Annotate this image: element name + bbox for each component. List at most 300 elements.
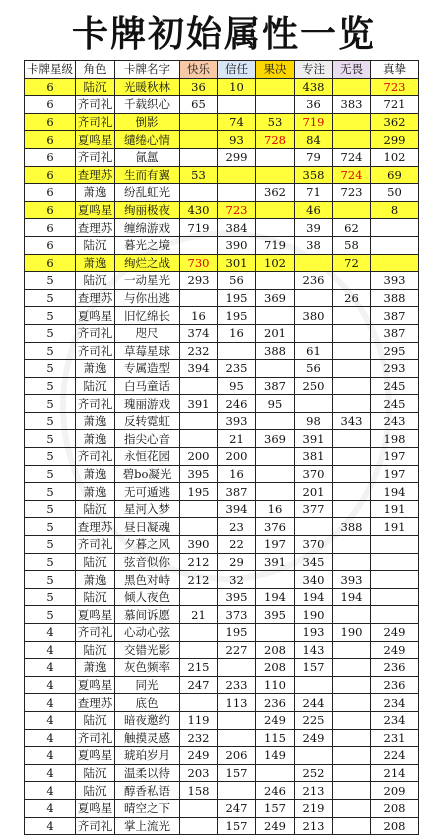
cell-decisiveness — [256, 166, 295, 184]
cell-fearless — [333, 201, 371, 219]
cell-happiness: 215 — [180, 659, 218, 677]
cell-decisiveness — [256, 571, 295, 589]
card-attribute-table — [24, 60, 419, 835]
cell-focus: 381 — [295, 448, 333, 466]
cell-card-name: 绚丽极夜 — [115, 201, 180, 219]
cell-decisiveness: 149 — [256, 747, 295, 765]
cell-focus: 213 — [295, 817, 333, 835]
cell-role: 萧逸 — [76, 184, 115, 202]
cell-trust: 384 — [218, 219, 256, 237]
cell-card-name: 与你出逃 — [115, 289, 180, 307]
cell-star: 6 — [25, 78, 76, 96]
cell-fearless — [333, 747, 371, 765]
cell-focus: 190 — [295, 606, 333, 624]
cell-star: 5 — [25, 536, 76, 554]
cell-fearless — [333, 131, 371, 149]
table-row — [25, 747, 419, 765]
cell-happiness — [180, 817, 218, 835]
cell-trust: 246 — [218, 395, 256, 413]
cell-happiness: 212 — [180, 553, 218, 571]
table-row — [25, 324, 419, 342]
cell-role: 陆沉 — [76, 272, 115, 290]
cell-role: 陆沉 — [76, 764, 115, 782]
cell-trust: 157 — [218, 764, 256, 782]
cell-star: 6 — [25, 201, 76, 219]
cell-role: 齐司礼 — [76, 536, 115, 554]
cell-card-name: 永恒花园 — [115, 448, 180, 466]
cell-star: 4 — [25, 729, 76, 747]
header-happiness: 快乐 — [180, 61, 218, 79]
cell-role: 齐司礼 — [76, 624, 115, 642]
table-row — [25, 166, 419, 184]
cell-card-name: 晴空之下 — [115, 799, 180, 817]
cell-focus: 157 — [295, 659, 333, 677]
cell-role: 陆沉 — [76, 236, 115, 254]
cell-trust: 16 — [218, 465, 256, 483]
cell-sincerity: 393 — [371, 272, 419, 290]
cell-fearless: 194 — [333, 588, 371, 606]
cell-decisiveness: 157 — [256, 799, 295, 817]
cell-role: 萧逸 — [76, 465, 115, 483]
table-row — [25, 360, 419, 378]
cell-trust: 195 — [218, 289, 256, 307]
table-row — [25, 272, 419, 290]
cell-fearless — [333, 500, 371, 518]
cell-card-name: 千载织心 — [115, 96, 180, 114]
cell-star: 6 — [25, 96, 76, 114]
cell-card-name: 咫尺 — [115, 324, 180, 342]
cell-focus: 46 — [295, 201, 333, 219]
cell-star: 4 — [25, 799, 76, 817]
cell-sincerity: 293 — [371, 360, 419, 378]
cell-focus — [295, 324, 333, 342]
table-row — [25, 342, 419, 360]
cell-focus — [295, 747, 333, 765]
cell-trust: 56 — [218, 272, 256, 290]
cell-sincerity: 50 — [371, 184, 419, 202]
cell-decisiveness: 719 — [256, 236, 295, 254]
cell-sincerity: 249 — [371, 624, 419, 642]
cell-star: 5 — [25, 553, 76, 571]
cell-focus: 358 — [295, 166, 333, 184]
cell-fearless: 724 — [333, 148, 371, 166]
cell-trust: 157 — [218, 817, 256, 835]
cell-decisiveness: 728 — [256, 131, 295, 149]
cell-trust: 93 — [218, 131, 256, 149]
cell-sincerity: 69 — [371, 166, 419, 184]
cell-star: 5 — [25, 272, 76, 290]
cell-decisiveness: 95 — [256, 395, 295, 413]
cell-sincerity — [371, 219, 419, 237]
cell-star: 4 — [25, 817, 76, 835]
cell-sincerity: 214 — [371, 764, 419, 782]
cell-star: 5 — [25, 571, 76, 589]
cell-happiness: 203 — [180, 764, 218, 782]
cell-happiness: 36 — [180, 78, 218, 96]
cell-focus — [295, 254, 333, 272]
cell-happiness: 247 — [180, 676, 218, 694]
cell-card-name: 黑色对峙 — [115, 571, 180, 589]
cell-fearless — [333, 799, 371, 817]
cell-card-name: 氤氲 — [115, 148, 180, 166]
cell-happiness: 53 — [180, 166, 218, 184]
cell-role: 陆沉 — [76, 500, 115, 518]
table-row — [25, 553, 419, 571]
cell-decisiveness — [256, 412, 295, 430]
table-row — [25, 236, 419, 254]
cell-focus: 79 — [295, 148, 333, 166]
cell-sincerity: 243 — [371, 412, 419, 430]
cell-decisiveness: 395 — [256, 606, 295, 624]
cell-sincerity — [371, 588, 419, 606]
table-row — [25, 148, 419, 166]
cell-fearless — [333, 711, 371, 729]
cell-role: 萧逸 — [76, 659, 115, 677]
cell-card-name: 缱绻心情 — [115, 131, 180, 149]
cell-happiness — [180, 289, 218, 307]
cell-decisiveness: 197 — [256, 536, 295, 554]
cell-trust: 235 — [218, 360, 256, 378]
table-row — [25, 694, 419, 712]
cell-trust — [218, 782, 256, 800]
cell-sincerity: 245 — [371, 377, 419, 395]
table-row — [25, 307, 419, 325]
cell-focus: 370 — [295, 536, 333, 554]
cell-trust: 227 — [218, 641, 256, 659]
cell-decisiveness — [256, 148, 295, 166]
cell-happiness — [180, 131, 218, 149]
cell-decisiveness: 362 — [256, 184, 295, 202]
cell-fearless: 62 — [333, 219, 371, 237]
cell-decisiveness: 236 — [256, 694, 295, 712]
cell-sincerity: 197 — [371, 465, 419, 483]
table-row — [25, 78, 419, 96]
table-row — [25, 289, 419, 307]
cell-sincerity: 721 — [371, 96, 419, 114]
cell-sincerity: 295 — [371, 342, 419, 360]
cell-star: 5 — [25, 430, 76, 448]
header-star: 卡牌星级 — [25, 61, 76, 79]
table-row — [25, 96, 419, 114]
cell-happiness — [180, 588, 218, 606]
cell-sincerity: 234 — [371, 711, 419, 729]
cell-decisiveness — [256, 201, 295, 219]
cell-focus: 213 — [295, 782, 333, 800]
cell-focus: 98 — [295, 412, 333, 430]
cell-card-name: 生而有翼 — [115, 166, 180, 184]
cell-decisiveness — [256, 360, 295, 378]
cell-focus: 249 — [295, 729, 333, 747]
cell-focus: 438 — [295, 78, 333, 96]
table-row — [25, 500, 419, 518]
cell-happiness: 232 — [180, 729, 218, 747]
cell-star: 5 — [25, 307, 76, 325]
cell-trust: 195 — [218, 307, 256, 325]
cell-fearless — [333, 360, 371, 378]
cell-decisiveness: 249 — [256, 817, 295, 835]
cell-star: 4 — [25, 624, 76, 642]
cell-card-name: 反转霓虹 — [115, 412, 180, 430]
cell-role: 陆沉 — [76, 78, 115, 96]
cell-trust: 21 — [218, 430, 256, 448]
cell-star: 6 — [25, 131, 76, 149]
cell-decisiveness: 246 — [256, 782, 295, 800]
cell-happiness — [180, 500, 218, 518]
cell-happiness: 249 — [180, 747, 218, 765]
cell-card-name: 绚烂之战 — [115, 254, 180, 272]
cell-star: 5 — [25, 500, 76, 518]
cell-star: 6 — [25, 113, 76, 131]
cell-focus: 71 — [295, 184, 333, 202]
cell-card-name: 一动星光 — [115, 272, 180, 290]
cell-card-name: 触摸灵感 — [115, 729, 180, 747]
cell-star: 5 — [25, 377, 76, 395]
cell-card-name: 暮光之境 — [115, 236, 180, 254]
cell-role: 陆沉 — [76, 588, 115, 606]
cell-role: 齐司礼 — [76, 113, 115, 131]
cell-focus: 250 — [295, 377, 333, 395]
cell-happiness: 390 — [180, 536, 218, 554]
cell-star: 6 — [25, 254, 76, 272]
cell-decisiveness: 388 — [256, 342, 295, 360]
cell-fearless — [333, 448, 371, 466]
cell-decisiveness — [256, 307, 295, 325]
cell-star: 6 — [25, 236, 76, 254]
cell-fearless — [333, 78, 371, 96]
cell-star: 4 — [25, 782, 76, 800]
cell-sincerity: 362 — [371, 113, 419, 131]
table-row — [25, 465, 419, 483]
table-row — [25, 483, 419, 501]
cell-sincerity: 194 — [371, 483, 419, 501]
cell-role: 查理苏 — [76, 166, 115, 184]
cell-role: 夏鸣星 — [76, 606, 115, 624]
cell-happiness — [180, 694, 218, 712]
cell-star: 5 — [25, 412, 76, 430]
cell-role: 齐司礼 — [76, 324, 115, 342]
cell-fearless: 383 — [333, 96, 371, 114]
cell-fearless — [333, 113, 371, 131]
cell-decisiveness: 208 — [256, 641, 295, 659]
cell-fearless: 343 — [333, 412, 371, 430]
cell-happiness — [180, 236, 218, 254]
cell-trust: 299 — [218, 148, 256, 166]
cell-role: 齐司礼 — [76, 342, 115, 360]
cell-star: 6 — [25, 166, 76, 184]
cell-trust: 16 — [218, 324, 256, 342]
header-fearless: 无畏 — [333, 61, 371, 79]
cell-card-name: 旧忆绵长 — [115, 307, 180, 325]
cell-decisiveness: 249 — [256, 711, 295, 729]
cell-card-name: 瑰丽游戏 — [115, 395, 180, 413]
table-row — [25, 606, 419, 624]
cell-sincerity — [371, 571, 419, 589]
cell-fearless — [333, 553, 371, 571]
cell-decisiveness — [256, 448, 295, 466]
cell-fearless — [333, 342, 371, 360]
cell-trust — [218, 729, 256, 747]
table-row — [25, 817, 419, 835]
cell-fearless — [333, 641, 371, 659]
table-row — [25, 659, 419, 677]
cell-sincerity: 387 — [371, 307, 419, 325]
cell-fearless — [333, 483, 371, 501]
cell-happiness: 374 — [180, 324, 218, 342]
cell-role: 齐司礼 — [76, 448, 115, 466]
cell-focus: 252 — [295, 764, 333, 782]
cell-happiness: 16 — [180, 307, 218, 325]
cell-trust: 393 — [218, 412, 256, 430]
cell-happiness — [180, 430, 218, 448]
cell-trust — [218, 342, 256, 360]
table-row — [25, 412, 419, 430]
cell-focus — [295, 289, 333, 307]
cell-focus — [295, 395, 333, 413]
cell-star: 5 — [25, 324, 76, 342]
cell-star: 4 — [25, 659, 76, 677]
cell-trust — [218, 166, 256, 184]
cell-decisiveness: 115 — [256, 729, 295, 747]
cell-happiness: 430 — [180, 201, 218, 219]
cell-happiness: 119 — [180, 711, 218, 729]
cell-decisiveness — [256, 96, 295, 114]
cell-focus: 380 — [295, 307, 333, 325]
cell-card-name: 掌上流光 — [115, 817, 180, 835]
cell-decisiveness — [256, 624, 295, 642]
cell-role: 陆沉 — [76, 641, 115, 659]
cell-fearless: 72 — [333, 254, 371, 272]
cell-card-name: 专属造型 — [115, 360, 180, 378]
table-row — [25, 113, 419, 131]
cell-card-name: 光暖秋林 — [115, 78, 180, 96]
cell-role: 萧逸 — [76, 360, 115, 378]
cell-role: 齐司礼 — [76, 148, 115, 166]
cell-card-name: 无可遁逃 — [115, 483, 180, 501]
cell-focus: 193 — [295, 624, 333, 642]
cell-role: 查理苏 — [76, 518, 115, 536]
cell-fearless — [333, 782, 371, 800]
cell-focus: 225 — [295, 711, 333, 729]
table-row — [25, 764, 419, 782]
cell-sincerity: 299 — [371, 131, 419, 149]
cell-card-name: 缠绵游戏 — [115, 219, 180, 237]
cell-trust: 23 — [218, 518, 256, 536]
table-row — [25, 518, 419, 536]
cell-card-name: 慕间诉愿 — [115, 606, 180, 624]
cell-card-name: 醇香私语 — [115, 782, 180, 800]
cell-card-name: 星河入梦 — [115, 500, 180, 518]
cell-role: 萧逸 — [76, 254, 115, 272]
cell-sincerity — [371, 236, 419, 254]
cell-sincerity: 191 — [371, 500, 419, 518]
cell-happiness: 391 — [180, 395, 218, 413]
table-row — [25, 571, 419, 589]
table-row — [25, 254, 419, 272]
cell-happiness: 394 — [180, 360, 218, 378]
cell-decisiveness: 391 — [256, 553, 295, 571]
cell-happiness — [180, 377, 218, 395]
table-row — [25, 624, 419, 642]
cell-fearless: 724 — [333, 166, 371, 184]
cell-sincerity: 208 — [371, 817, 419, 835]
cell-star: 4 — [25, 676, 76, 694]
cell-fearless — [333, 817, 371, 835]
cell-trust: 74 — [218, 113, 256, 131]
cell-star: 5 — [25, 606, 76, 624]
table-row — [25, 729, 419, 747]
cell-sincerity: 236 — [371, 659, 419, 677]
cell-happiness: 232 — [180, 342, 218, 360]
cell-focus: 340 — [295, 571, 333, 589]
cell-focus: 56 — [295, 360, 333, 378]
cell-focus: 39 — [295, 219, 333, 237]
cell-fearless — [333, 536, 371, 554]
cell-star: 5 — [25, 448, 76, 466]
cell-fearless — [333, 395, 371, 413]
cell-role: 萧逸 — [76, 483, 115, 501]
cell-focus: 61 — [295, 342, 333, 360]
cell-card-name: 弦音似你 — [115, 553, 180, 571]
cell-trust: 395 — [218, 588, 256, 606]
cell-star: 5 — [25, 395, 76, 413]
table-row — [25, 448, 419, 466]
cell-happiness: 21 — [180, 606, 218, 624]
cell-focus: 36 — [295, 96, 333, 114]
cell-role: 陆沉 — [76, 711, 115, 729]
cell-star: 4 — [25, 764, 76, 782]
cell-role: 陆沉 — [76, 782, 115, 800]
cell-focus: 370 — [295, 465, 333, 483]
cell-focus: 38 — [295, 236, 333, 254]
cell-trust — [218, 711, 256, 729]
cell-sincerity: 208 — [371, 799, 419, 817]
cell-sincerity — [371, 606, 419, 624]
table-row — [25, 799, 419, 817]
cell-decisiveness: 376 — [256, 518, 295, 536]
cell-card-name: 底色 — [115, 694, 180, 712]
cell-trust: 22 — [218, 536, 256, 554]
cell-sincerity: 245 — [371, 395, 419, 413]
cell-trust: 29 — [218, 553, 256, 571]
cell-trust: 32 — [218, 571, 256, 589]
header-trust: 信任 — [218, 61, 256, 79]
cell-fearless — [333, 430, 371, 448]
cell-star: 5 — [25, 342, 76, 360]
cell-fearless: 26 — [333, 289, 371, 307]
cell-trust: 195 — [218, 624, 256, 642]
cell-role: 齐司礼 — [76, 96, 115, 114]
cell-star: 5 — [25, 465, 76, 483]
cell-sincerity: 198 — [371, 430, 419, 448]
table-row — [25, 430, 419, 448]
cell-fearless — [333, 676, 371, 694]
cell-happiness: 195 — [180, 483, 218, 501]
cell-focus — [295, 676, 333, 694]
header-sincerity: 真挚 — [371, 61, 419, 79]
cell-decisiveness: 201 — [256, 324, 295, 342]
cell-sincerity: 387 — [371, 324, 419, 342]
cell-decisiveness: 369 — [256, 430, 295, 448]
cell-fearless — [333, 307, 371, 325]
cell-role: 陆沉 — [76, 553, 115, 571]
cell-trust: 206 — [218, 747, 256, 765]
cell-role: 查理苏 — [76, 219, 115, 237]
cell-sincerity: 249 — [371, 641, 419, 659]
cell-card-name: 指尖心音 — [115, 430, 180, 448]
table-row — [25, 782, 419, 800]
cell-focus: 201 — [295, 483, 333, 501]
cell-decisiveness — [256, 764, 295, 782]
